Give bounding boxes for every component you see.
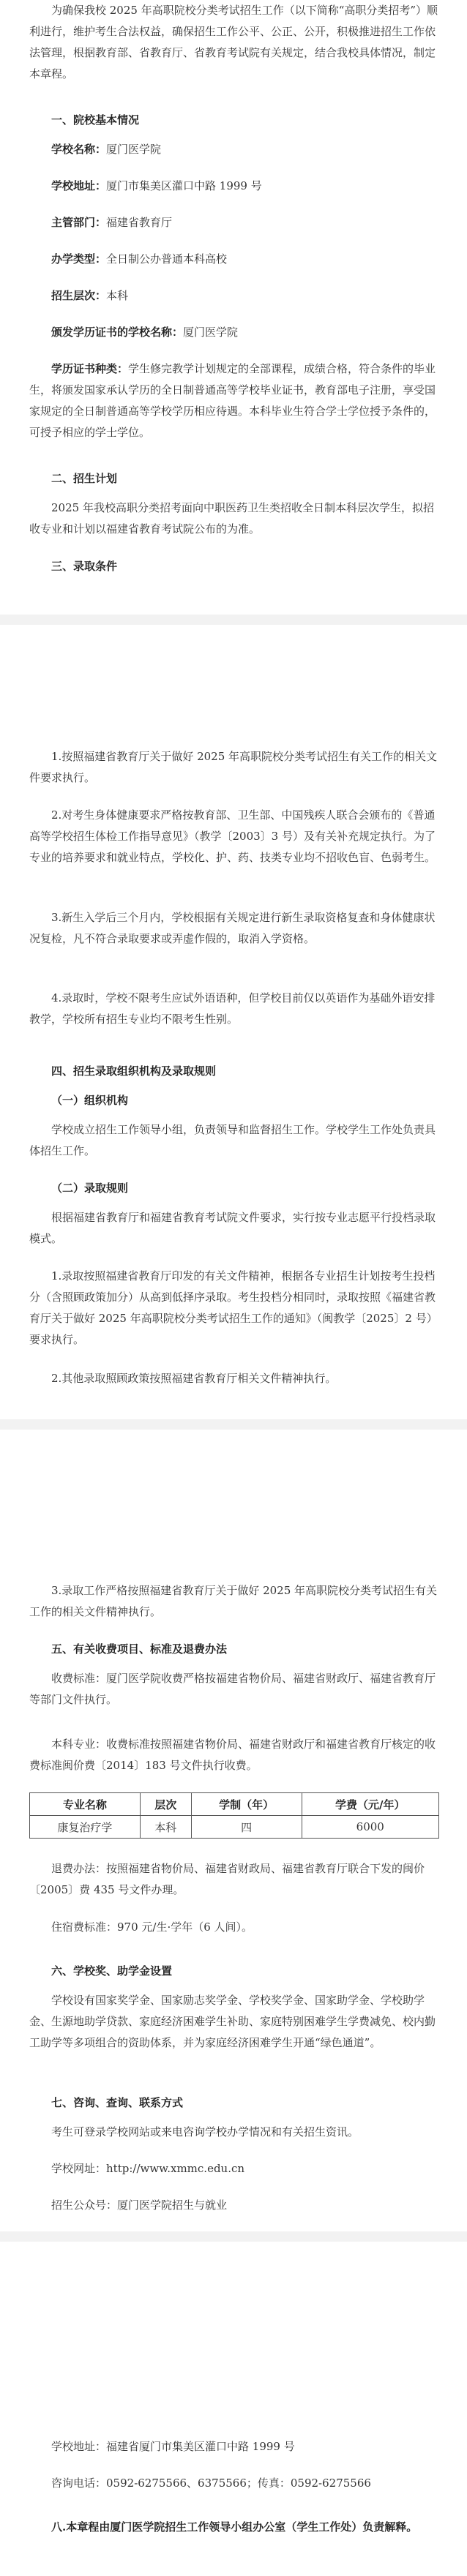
- fee-table-header-years: 学制（年）: [191, 1793, 302, 1816]
- subsection-organization-heading: （一）组织机构: [51, 1094, 129, 1107]
- fee-department-paragraph: 收费标准：厦门医学院收费严格按福建省物价局、福建省财政厅、福建省教育厅等部门文件执行。: [29, 1672, 436, 1706]
- section-2-heading: 二、招生计划: [51, 472, 118, 485]
- section-6-heading: 六、学校奖、助学金设置: [51, 1964, 173, 1978]
- rule-2-paragraph: 2.其他录取照顾政策按照福建省教育厅相关文件精神执行。: [51, 1372, 337, 1385]
- enroll-level-label: 招生层次：: [51, 289, 107, 302]
- school-address-line: [29, 176, 439, 197]
- enroll-level-line: [29, 285, 439, 307]
- fee-table-header-tuition: 学费（元/年）: [302, 1793, 439, 1816]
- authority-line: [29, 212, 439, 233]
- website-link[interactable]: http://www.xmmc.edu.cn: [106, 2162, 245, 2175]
- image-gap-band-3: [0, 2231, 467, 2242]
- subsection-rules-heading: （二）录取规则: [51, 1182, 129, 1195]
- contact-address-line: [29, 2436, 439, 2457]
- wechat-line: [29, 2195, 439, 2216]
- phone-label: 咨询电话：: [51, 2477, 107, 2490]
- rules-intro-paragraph: 根据福建省教育厅和福建省教育考试院文件要求，实行按专业志愿平行投档录取模式。: [29, 1211, 436, 1245]
- cert-issuer-label: 颁发学历证书的学校名称：: [51, 326, 184, 339]
- table-row: [30, 1816, 439, 1839]
- fee-table-cell-major: 康复治疗学: [30, 1816, 141, 1839]
- wechat-label: 招生公众号：: [51, 2198, 118, 2212]
- authority-value: 福建省教育厅: [106, 216, 173, 229]
- scholarship-paragraph: 学校设有国家奖学金、国家励志奖学金、学校奖学金、国家助学金、学校助学金、生源地助学贷款、家庭经济困难学生补助、家庭特别困难学生学费减免、校内勤工助学等多项组合的资助体系，并为家庭经济困难学生开通“绿色通道”。: [29, 1994, 436, 2049]
- school-type-label: 办学类型：: [51, 252, 107, 266]
- section-3-heading: 三、录取条件: [51, 560, 118, 573]
- organization-paragraph: 学校成立招生工作领导小组，负责领导和监督招生工作。学校学生工作处负责具体招生工作。: [29, 1123, 436, 1157]
- consult-paragraph: 考生可登录学校网站或来电咨询学校办学情况和有关招生资讯。: [51, 2125, 359, 2138]
- admission-condition-3: 3.新生入学后三个月内，学校根据有关规定进行新生录取资格复查和身体健康状况复检，凡不符合录取要求或弄虚作假的，取消入学资格。: [29, 911, 436, 945]
- section-7-heading: 七、咨询、查询、联系方式: [51, 2096, 184, 2109]
- fee-table-header-row: [30, 1793, 439, 1816]
- intro-paragraph: 为确保我校 2025 年高职院校分类考试招生工作（以下简称“高职分类招考”）顺利进行，维护考生合法权益，确保招生工作公平、公正、公开，积极推进招生工作依法管理，根据教育部、省教育厅、省教育考试院有关规定，结合我校具体情况，制定本章程。: [29, 4, 438, 80]
- refund-paragraph: 退费办法：按照福建省物价局、福建省财政局、福建省教育厅联合下发的闽价〔2005〕费 435 号文件办理。: [29, 1862, 425, 1896]
- rule-1-paragraph: 1.录取按照福建省教育厅印发的有关文件精神，根据各专业招生计划按考生投档分（含照顾政策加分）从高到低择序录取。考生投档分相同时，录取按照《福建省教育厅关于做好 2025 年高职院校分类考试招生工作的通知》（闽教学〔2025〕2 号）要求执行。: [29, 1269, 438, 1346]
- school-name-label: 学校名称：: [51, 143, 107, 156]
- website-line: [29, 2158, 439, 2179]
- fee-table-header-major: 专业名称: [30, 1793, 141, 1816]
- lodging-fee-paragraph: 住宿费标准：970 元/生·学年（6 人间）。: [51, 1920, 253, 1934]
- school-type-line: [29, 249, 439, 270]
- website-label: 学校网址：: [51, 2162, 107, 2175]
- section-5-heading: 五、有关收费项目、标准及退费办法: [51, 1642, 228, 1656]
- cert-type-label: 学历证书种类：: [51, 362, 129, 375]
- school-type-value: 全日制公办普通本科高校: [106, 252, 228, 266]
- cert-issuer-line: [29, 322, 439, 343]
- school-address-value: 厦门市集美区灌口中路 1999 号: [106, 179, 262, 192]
- authority-label: 主管部门：: [51, 216, 107, 229]
- cert-issuer-value: 厦门医学院: [183, 326, 239, 339]
- school-address-label: 学校地址：: [51, 179, 107, 192]
- admission-condition-1: 1.按照福建省教育厅关于做好 2025 年高职院校分类考试招生有关工作的相关文件要求执行。: [29, 750, 438, 784]
- cert-type-paragraph: [29, 358, 439, 443]
- school-name-line: [29, 139, 439, 160]
- cert-type-value: 学生修完教学计划规定的全部课程，成绩合格，符合条件的毕业生，将颁发国家承认学历的全日制普通高等学校毕业证书，教育部电子注册，享受国家规定的全日制普通高等学校学历相应待遇。本科毕业生符合学士学位授予条件的，可授予相应的学士学位。: [29, 362, 436, 439]
- fee-table-cell-years: 四: [191, 1816, 302, 1839]
- school-name-value: 厦门医学院: [106, 143, 162, 156]
- admission-condition-2: 2.对考生身体健康要求严格按教育部、卫生部、中国残疾人联合会颁布的《普通高等学校招生体检工作指导意见》（教学〔2003〕3 号）及有关补充规定执行。为了专业的培养要求和就业特点，学校化、护、药、技类专业均不招收色盲、色弱考生。: [29, 808, 436, 864]
- phone-value: 0592-6275566、6375566；传真：0592-6275566: [106, 2477, 371, 2490]
- section-8-statement: 八.本章程由厦门医学院招生工作领导小组办公室（学生工作处）负责解释。: [51, 2520, 418, 2534]
- contact-address-value: 福建省厦门市集美区灌口中路 1999 号: [106, 2440, 295, 2453]
- section-1-heading: 一、院校基本情况: [51, 113, 140, 127]
- image-gap-band: [0, 615, 467, 625]
- wechat-value: 厦门医学院招生与就业: [117, 2198, 228, 2212]
- fee-standard-paragraph: 本科专业：收费标准按照福建省物价局、福建省财政厅和福建省教育厅核定的收费标准闽价费〔2014〕183 号文件执行收费。: [29, 1738, 436, 1772]
- image-gap-band-2: [0, 1419, 467, 1430]
- enroll-plan-paragraph: 2025 年我校高职分类招考面向中职医药卫生类招收全日制本科层次学生，拟招收专业和计划以福建省教育考试院公布的为准。: [29, 501, 434, 536]
- rule-3-paragraph: 3.录取工作严格按照福建省教育厅关于做好 2025 年高职院校分类考试招生有关工作的相关文件精神执行。: [29, 1584, 438, 1618]
- fee-table-cell-level: 本科: [140, 1816, 191, 1839]
- section-4-heading: 四、招生录取组织机构及录取规则: [51, 1064, 217, 1078]
- contact-address-label: 学校地址：: [51, 2440, 107, 2453]
- fee-table: [29, 1792, 439, 1839]
- fee-table-header-level: 层次: [140, 1793, 191, 1816]
- enroll-level-value: 本科: [106, 289, 129, 302]
- admission-condition-4: 4.录取时，学校不限考生应试外语语种，但学校目前仅以英语作为基础外语安排教学，学校所有招生专业均不限考生性别。: [29, 991, 436, 1026]
- fee-table-cell-tuition: 6000: [302, 1816, 439, 1839]
- phone-line: [29, 2473, 439, 2494]
